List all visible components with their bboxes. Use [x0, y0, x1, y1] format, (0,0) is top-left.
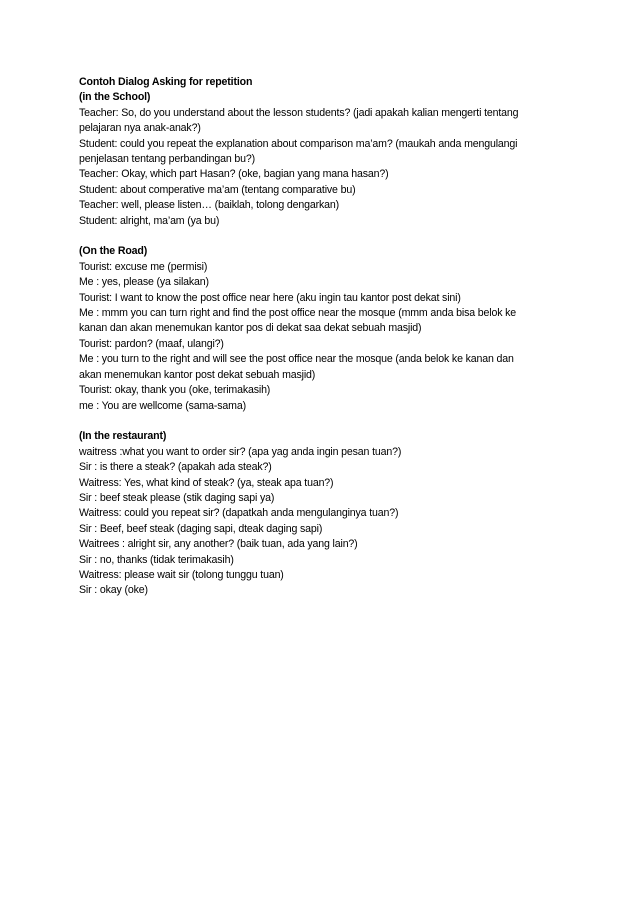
dialog-line: Teacher: Okay, which part Hasan? (oke, bagian yang mana hasan?)	[79, 168, 389, 181]
section-spacer	[79, 414, 569, 429]
dialog-line: Sir : is there a steak? (apakah ada steak?)	[79, 461, 272, 474]
dialog-line: Waitrees : alright sir, any another? (baik tuan, ada yang lain?)	[79, 538, 358, 551]
section-heading: (On the Road)	[79, 245, 148, 258]
dialog-line: Me : mmm you can turn right and find the post office near the mosque (mmm anda bisa belok ke	[79, 307, 517, 320]
dialog-line: Waitress: could you repeat sir? (dapatkah anda mengulanginya tuan?)	[79, 507, 399, 520]
dialog-line: Tourist: pardon? (maaf, ulangi?)	[79, 337, 224, 350]
section-heading: (In the restaurant)	[79, 430, 167, 443]
document-title: Contoh Dialog Asking for repetition	[79, 76, 253, 88]
dialog-line: Sir : beef steak please (stik daging sapi ya)	[79, 491, 275, 504]
section-restaurant	[79, 429, 569, 598]
section-road	[79, 244, 569, 413]
dialog-line: Student: could you repeat the explanation about comparison ma’am? (maukah anda mengulangi	[79, 137, 518, 150]
dialog-line: Sir : okay (oke)	[79, 584, 148, 597]
section-spacer	[79, 229, 569, 244]
dialog-line: Me : yes, please (ya silakan)	[79, 276, 209, 289]
dialog-line: Tourist: excuse me (permisi)	[79, 260, 208, 273]
dialog-line: Sir : Beef, beef steak (daging sapi, dteak daging sapi)	[79, 522, 323, 535]
dialog-line: Sir : no, thanks (tidak terimakasih)	[79, 553, 234, 566]
dialog-line: Tourist: I want to know the post office near here (aku ingin tau kantor post dekat sini)	[79, 291, 461, 304]
dialog-line: Teacher: well, please listen… (baiklah, tolong dengarkan)	[79, 199, 339, 212]
dialog-line: Waitress: Yes, what kind of steak? (ya, steak apa tuan?)	[79, 476, 334, 489]
section-heading: (in the School)	[79, 91, 151, 104]
dialog-line: pelajaran nya anak-anak?)	[79, 122, 201, 135]
dialog-line: Waitress: please wait sir (tolong tunggu tuan)	[79, 568, 284, 581]
dialog-line: Student: about comperative ma’am (tentang comparative bu)	[79, 183, 356, 196]
dialog-line: penjelasan tentang perbandingan bu?)	[79, 153, 256, 166]
dialog-line: waitress :what you want to order sir? (apa yag anda ingin pesan tuan?)	[79, 445, 402, 458]
dialog-line: akan menemukan kantor post dekat sebuah masjid)	[79, 368, 316, 381]
dialog-line: Teacher: So, do you understand about the lesson students? (jadi apakah kalian mengerti tentang	[79, 106, 519, 119]
section-school	[79, 90, 569, 229]
dialog-line: kanan dan akan menemukan kantor pos di dekat saa dekat sebuah masjid)	[79, 322, 422, 335]
dialog-line: Tourist: okay, thank you (oke, terimakasih)	[79, 384, 271, 397]
dialog-line: Me : you turn to the right and will see the post office near the mosque (anda belok ke kanan dan	[79, 353, 514, 366]
dialog-line: Student: alright, ma’am (ya bu)	[79, 214, 220, 227]
document-page	[79, 75, 569, 599]
dialog-line: me : You are wellcome (sama-sama)	[79, 399, 246, 412]
